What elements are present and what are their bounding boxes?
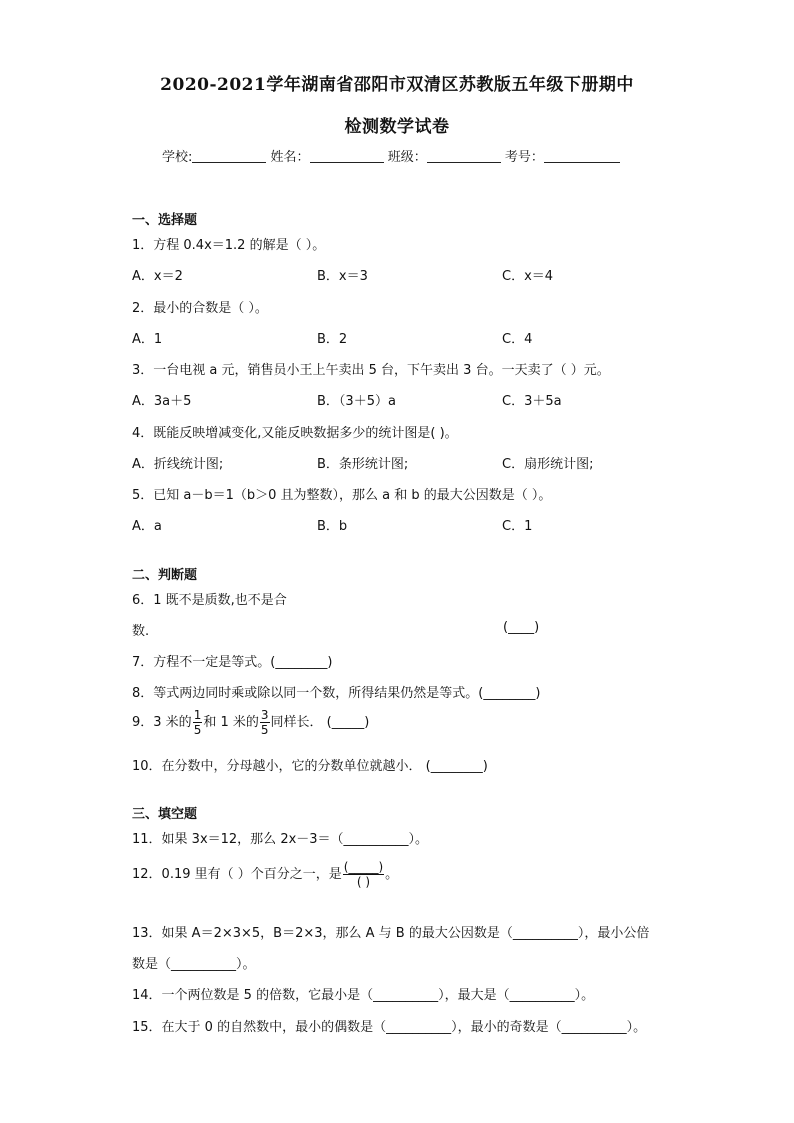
question-1-option-c[interactable]: C．x＝4 (502, 269, 554, 284)
question-3-stem: 3．一台电视 a 元，销售员小王上午卖出 5 台，下午卖出 3 台。一天卖了（ ）元。 (132, 363, 610, 378)
question-6-line-1: 6．1 既不是质数,也不是合 (132, 593, 287, 608)
question-8: 8．等式两边同时乘或除以同一个数，所得结果仍然是等式。(________) (132, 686, 541, 701)
question-6-line-2: 数. (132, 624, 150, 639)
question-4-stem: 4．既能反映增减变化,又能反映数据多少的统计图是( )。 (132, 426, 458, 441)
question-5-stem: 5．已知 a－b＝1（b＞0 且为整数），那么 a 和 b 的最大公因数是（ ）。 (132, 488, 552, 503)
page-title-line-1: 2020-2021学年湖南省邵阳市双清区苏教版五年级下册期中 (160, 75, 634, 95)
fraction-2-numerator: 3 (260, 708, 269, 722)
question-4-option-b[interactable]: B．条形统计图; (317, 457, 409, 472)
class-label: 班级： (387, 150, 427, 165)
page-title-line-2: 检测数学试卷 (344, 117, 450, 137)
question-9-suffix: 同样长． (_____) (270, 715, 370, 730)
question-2-option-c[interactable]: C．4 (502, 332, 533, 347)
section-heading-choice: 一、选择题 (132, 213, 198, 228)
name-blank[interactable] (310, 150, 384, 163)
number-blank[interactable] (544, 150, 620, 163)
question-3-option-c[interactable]: C．3＋5a (502, 394, 562, 409)
question-9 (132, 708, 369, 737)
question-9-prefix: 9．3 米的 (132, 715, 192, 730)
section-heading-judgement: 二、判断题 (132, 568, 198, 583)
question-4-option-a[interactable]: A．折线统计图; (132, 457, 224, 472)
question-2-option-b[interactable]: B．2 (317, 332, 348, 347)
fraction-three-fifths (260, 708, 270, 737)
question-12 (132, 860, 398, 889)
school-blank[interactable] (192, 150, 266, 163)
question-5-option-c[interactable]: C．1 (502, 519, 533, 534)
student-info-line (162, 146, 620, 165)
question-10: 10．在分数中，分母越小，它的分数单位就越小． (________) (132, 759, 488, 774)
question-15: 15．在大于 0 的自然数中，最小的偶数是（__________），最小的奇数是（__________）。 (132, 1020, 647, 1035)
question-2-stem: 2．最小的合数是（ ）。 (132, 301, 268, 316)
question-14: 14．一个两位数是 5 的倍数，它最小是（__________），最大是（__________）。 (132, 988, 595, 1003)
question-7: 7．方程不一定是等式。(________) (132, 655, 333, 670)
fraction-2-denominator: 5 (260, 723, 269, 737)
question-6-answer-blank[interactable]: (____) (503, 620, 540, 635)
number-label: 考号： (504, 150, 544, 165)
question-12-denominator-blank[interactable]: ( ) (356, 875, 371, 889)
section-heading-fill-blank: 三、填空题 (132, 807, 198, 822)
name-label: 姓名： (270, 150, 310, 165)
question-13-line-1: 13．如果 A＝2×3×5，B＝2×3，那么 A 与 B 的最大公因数是（__________），最小公倍 (132, 926, 650, 941)
question-13-line-2: 数是（__________）。 (132, 957, 256, 972)
question-1-option-b[interactable]: B．x＝3 (317, 269, 368, 284)
question-3-option-a[interactable]: A．3a＋5 (132, 394, 192, 409)
question-12-prefix: 12．0.19 里有（ ）个百分之一，是 (132, 867, 342, 882)
school-label: 学校: (162, 150, 193, 165)
question-5-option-a[interactable]: A．a (132, 519, 162, 534)
question-9-middle: 和 1 米的 (203, 715, 259, 730)
question-12-numerator-blank[interactable]: (_____) (343, 860, 384, 874)
question-3-option-b[interactable]: B．（3＋5）a (317, 394, 396, 409)
question-11: 11．如果 3x＝12，那么 2x－3＝（__________）。 (132, 832, 429, 847)
question-1-option-a[interactable]: A．x＝2 (132, 269, 183, 284)
question-12-suffix: 。 (385, 867, 399, 882)
question-5-option-b[interactable]: B．b (317, 519, 348, 534)
fraction-1-denominator: 5 (193, 723, 202, 737)
fraction-one-fifth (193, 708, 203, 737)
question-12-fraction-blank[interactable] (343, 860, 384, 889)
question-2-option-a[interactable]: A．1 (132, 332, 163, 347)
question-4-option-c[interactable]: C．扇形统计图; (502, 457, 594, 472)
class-blank[interactable] (427, 150, 501, 163)
fraction-1-numerator: 1 (193, 708, 202, 722)
question-1-stem: 1．方程 0.4x＝1.2 的解是（ ）。 (132, 238, 326, 253)
